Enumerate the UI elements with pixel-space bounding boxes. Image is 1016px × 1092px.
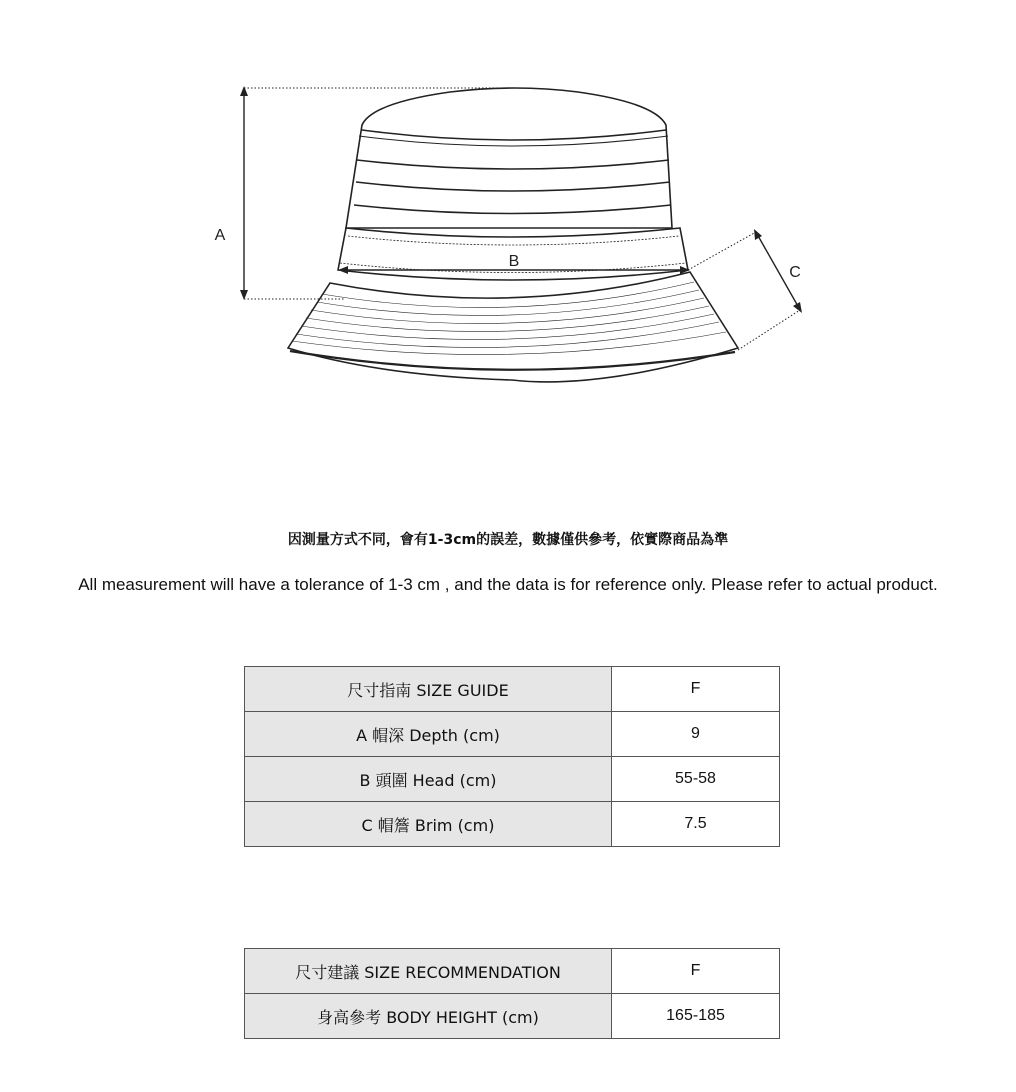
size-guide-header-value: F	[612, 667, 780, 712]
table-row	[245, 757, 780, 802]
size-recommendation-header-value: F	[612, 949, 780, 994]
body-height-value: 165-185	[612, 994, 780, 1039]
label-a: A	[214, 227, 226, 244]
head-label: B 頭圍 Head (cm)	[245, 757, 612, 802]
label-b: B	[508, 253, 520, 270]
size-guide-header-label: 尺寸指南 SIZE GUIDE	[245, 667, 612, 712]
hat-crown-outline	[346, 88, 672, 228]
label-c: C	[789, 264, 801, 281]
depth-value: 9	[612, 712, 780, 757]
size-guide-table	[244, 666, 780, 847]
table-row	[245, 994, 780, 1039]
hat-brim-outline	[288, 272, 738, 382]
table-header-row	[245, 667, 780, 712]
size-recommendation-table	[244, 948, 780, 1039]
tolerance-note-chinese: 因測量方式不同，會有1-3cm的誤差，數據僅供參考，依實際商品為準	[287, 532, 729, 548]
body-height-label: 身高參考 BODY HEIGHT (cm)	[245, 994, 612, 1039]
tolerance-note-english: All measurement will have a tolerance of 1-3 cm , and the data is for reference only. Please refer to actual product.	[78, 575, 938, 594]
size-recommendation-header-label: 尺寸建議 SIZE RECOMMENDATION	[245, 949, 612, 994]
brim-value: 7.5	[612, 802, 780, 847]
table-header-row	[245, 949, 780, 994]
head-value: 55-58	[612, 757, 780, 802]
bucket-hat-diagram	[0, 0, 1016, 420]
table-row	[245, 802, 780, 847]
brim-label: C 帽簷 Brim (cm)	[245, 802, 612, 847]
table-row	[245, 712, 780, 757]
depth-label: A 帽深 Depth (cm)	[245, 712, 612, 757]
